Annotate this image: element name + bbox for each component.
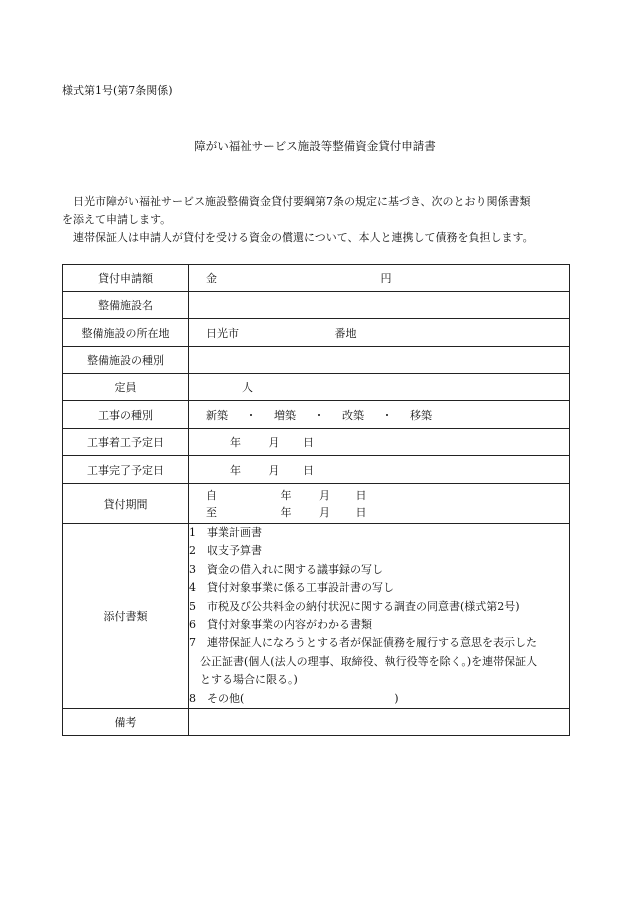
intro-line-1: 日光市障がい福祉サービス施設整備資金貸付要綱第7条の規定に基づき、次のとおり関係書類 (73, 195, 531, 208)
application-table (62, 264, 570, 736)
separator: ・ (381, 408, 393, 422)
end-year: 年 (230, 463, 241, 477)
field-period[interactable] (189, 484, 570, 524)
row-end-date (63, 456, 570, 484)
period-from-line (206, 487, 569, 504)
label-end-date: 工事完了予定日 (63, 456, 189, 484)
field-work-type[interactable] (189, 401, 570, 429)
attachment-item: 4 貸付対象事業に係る工事設計書の写し (189, 581, 394, 595)
row-start-date (63, 429, 570, 456)
period-to: 至 (206, 505, 217, 519)
label-location: 整備施設の所在地 (63, 319, 189, 347)
attachment-item: 2 収支予算書 (189, 544, 262, 558)
work-type-relocate[interactable]: 移築 (410, 408, 432, 422)
location-suffix: 番地 (334, 326, 357, 340)
row-work-type (63, 401, 570, 429)
period-from-month: 月 (319, 488, 330, 502)
label-amount: 貸付申請額 (63, 265, 189, 292)
amount-unit: 円 (380, 272, 392, 285)
label-facility-type: 整備施設の種別 (63, 347, 189, 374)
label-facility-name: 整備施設名 (63, 292, 189, 319)
start-month: 月 (268, 436, 280, 449)
field-attachments (189, 524, 570, 709)
field-start-date[interactable] (189, 429, 570, 456)
row-remarks (63, 709, 570, 736)
intro-line-2: を添えて申請します。 (62, 213, 172, 226)
attachment-item: 公正証書(個人(法人の理事、取締役、執行役等を除く。)を連帯保証人 (189, 654, 538, 668)
work-type-extend[interactable]: 増築 (274, 408, 296, 422)
form-number: 様式第1号(第7条関係) (62, 84, 173, 97)
location-city: 日光市 (206, 326, 239, 340)
capacity-unit: 人 (242, 381, 253, 394)
start-year: 年 (230, 436, 241, 449)
attachment-item: とする場合に限る。) (189, 673, 298, 687)
document-title: 障がい福祉サービス施設等整備資金貸付申請書 (194, 139, 436, 153)
attachment-item: 6 貸付対象事業の内容がわかる書類 (189, 618, 372, 632)
row-location (63, 319, 570, 347)
attachment-other[interactable] (189, 690, 569, 708)
period-to-year: 年 (280, 505, 292, 519)
work-type-rebuild[interactable]: 改築 (342, 408, 364, 422)
period-from-year: 年 (280, 488, 292, 502)
period-from: 自 (206, 488, 217, 502)
row-attachments (63, 524, 570, 709)
label-remarks: 備考 (63, 709, 189, 736)
field-location[interactable] (189, 319, 570, 347)
attachment-item: 3 資金の借入れに関する議事録の写し (189, 562, 383, 576)
row-amount (63, 265, 570, 292)
label-start-date: 工事着工予定日 (63, 429, 189, 456)
end-day: 日 (303, 463, 314, 477)
end-month: 月 (268, 463, 280, 477)
work-type-new[interactable]: 新築 (206, 408, 228, 422)
intro-text (62, 193, 570, 247)
label-period: 貸付期間 (63, 484, 189, 524)
start-day: 日 (303, 436, 314, 449)
attachment-item: 1 事業計画書 (189, 526, 262, 539)
label-attachments: 添付書類 (63, 524, 189, 709)
separator: ・ (313, 408, 325, 422)
label-capacity: 定員 (63, 374, 189, 401)
amount-prefix: 金 (206, 272, 217, 285)
row-facility-name (63, 292, 570, 319)
row-facility-type (63, 347, 570, 374)
field-end-date[interactable] (189, 456, 570, 484)
row-period (63, 484, 570, 524)
field-facility-name[interactable] (189, 292, 570, 319)
other-suffix: ) (394, 691, 399, 705)
field-amount[interactable] (189, 265, 570, 292)
attachment-item: 5 市税及び公共料金の納付状況に関する調査の同意書(様式第2号) (189, 599, 520, 613)
period-to-line (206, 504, 569, 521)
intro-line-3: 連帯保証人は申請人が貸付を受ける資金の償還について、本人と連携して債務を負担します。 (73, 231, 534, 244)
other-prefix: 8 その他( (189, 691, 245, 705)
separator: ・ (245, 408, 257, 422)
period-from-day: 日 (355, 488, 367, 502)
field-capacity[interactable] (189, 374, 570, 401)
field-remarks[interactable] (189, 709, 570, 736)
label-work-type: 工事の種別 (63, 401, 189, 429)
period-to-month: 月 (319, 505, 330, 519)
period-to-day: 日 (355, 505, 367, 519)
row-capacity (63, 374, 570, 401)
attachment-item: 7 連帯保証人になろうとする者が保証債務を履行する意思を表示した (189, 636, 537, 650)
field-facility-type[interactable] (189, 347, 570, 374)
